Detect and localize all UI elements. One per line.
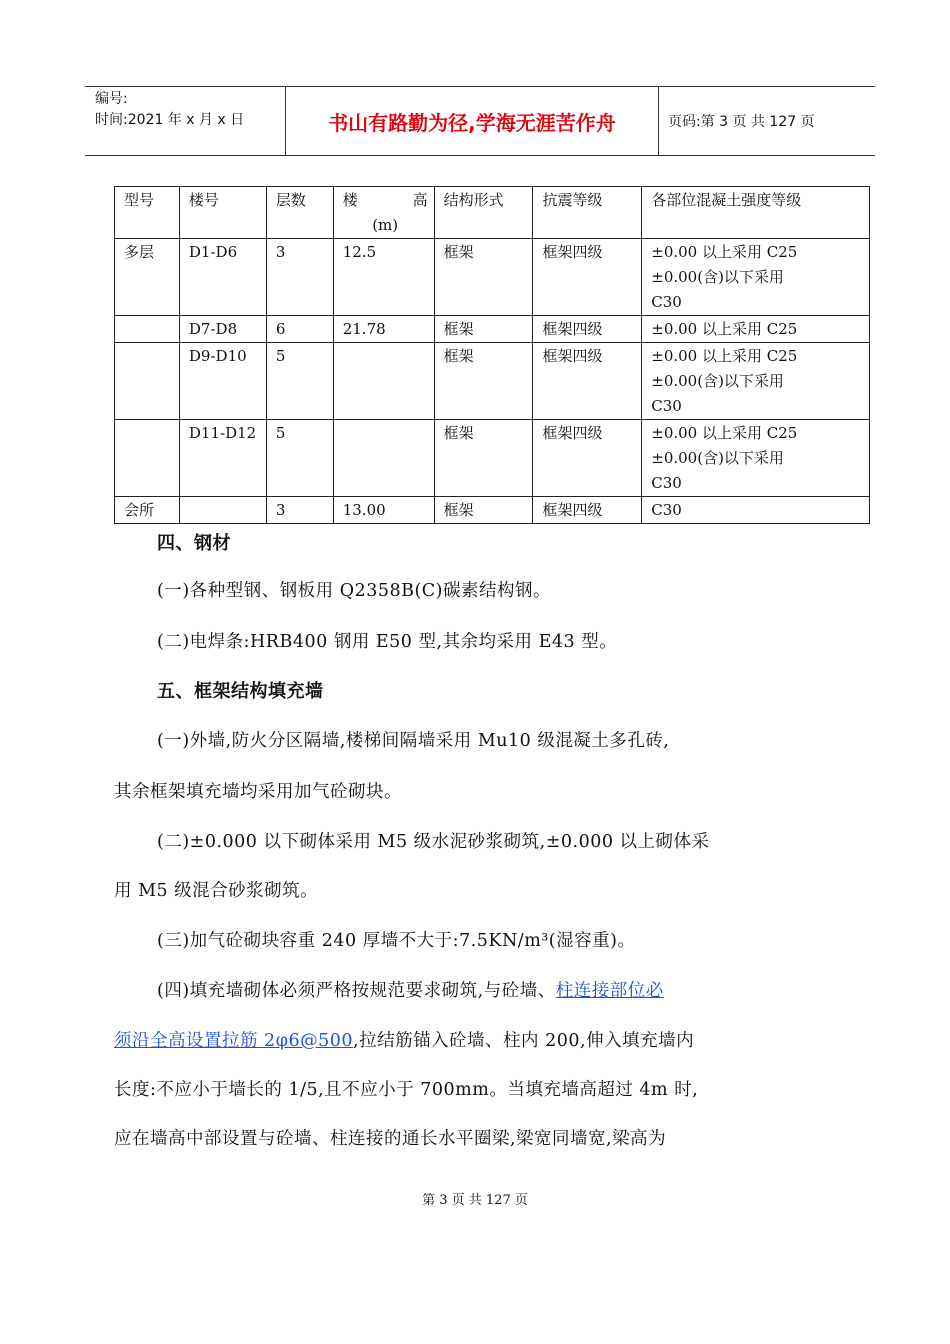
col-type: 型号 <box>115 187 180 239</box>
paragraph: 用 M5 级混合砂浆砌筑。 <box>114 881 319 901</box>
section-5-title: 五、框架结构填充墙 <box>157 681 324 702</box>
paragraph: (一)各种型钢、钢板用 Q2358B(C)碳素结构钢。 <box>157 581 552 601</box>
table-row: D9-D10 5 框架 框架四级 ±0.00 以上采用 C25 ±0.00(含)以下采用 C30 <box>115 343 870 420</box>
paragraph: (一)外墙,防火分区隔墙,楼梯间隔墙采用 Mu10 级混凝土多孔砖, <box>157 731 670 751</box>
page-header <box>85 86 875 156</box>
paragraph: (二)电焊条:HRB400 钢用 E50 型,其余均采用 E43 型。 <box>157 632 618 652</box>
header-page-label: 页码:第 3 页 共 127 页 <box>668 114 815 130</box>
section-4-title: 四、钢材 <box>157 533 231 554</box>
col-building: 楼号 <box>179 187 266 239</box>
page-footer: 第 3 页 共 127 页 <box>422 1193 528 1208</box>
spec-table <box>114 186 870 524</box>
col-floors: 层数 <box>266 187 333 239</box>
reference-link[interactable]: 柱连接部位必 <box>555 981 664 1001</box>
header-divider <box>658 87 659 155</box>
header-meta <box>95 89 285 131</box>
col-seismic: 抗震等级 <box>533 187 642 239</box>
table-row: 会所 3 13.00 框架 框架四级 C30 <box>115 497 870 524</box>
table-row: D7-D8 6 21.78 框架 框架四级 ±0.00 以上采用 C25 <box>115 316 870 343</box>
number-label: 编号: <box>95 91 128 107</box>
header-motto: 书山有路勤为径,学海无涯苦作舟 <box>328 110 616 135</box>
paragraph: 应在墙高中部设置与砼墙、柱连接的通长水平圈梁,梁宽同墙宽,梁高为 <box>114 1129 667 1149</box>
paragraph: (四)填充墙砌体必须严格按规范要求砌筑,与砼墙、柱连接部位必 <box>157 981 664 1001</box>
col-structure: 结构形式 <box>434 187 533 239</box>
reference-link[interactable]: 须沿全高设置拉筋 2φ6@500 <box>114 1031 353 1051</box>
paragraph: (二)±0.000 以下砌体采用 M5 级水泥砂浆砌筑,±0.000 以上砌体采 <box>157 832 710 852</box>
col-height: 楼 高 (m) <box>333 187 434 239</box>
table-header-row <box>115 187 870 239</box>
paragraph: 其余框架填充墙均采用加气砼砌块。 <box>114 782 402 802</box>
col-grade: 各部位混凝土强度等级 <box>642 187 870 239</box>
paragraph: 须沿全高设置拉筋 2φ6@500,拉结筋锚入砼墙、柱内 200,伸入填充墙内 <box>114 1031 695 1051</box>
table-row: 多层 D1-D6 3 12.5 框架 框架四级 ±0.00 以上采用 C25 ±0.00(含)以下采用 C30 <box>115 239 870 316</box>
table-row: D11-D12 5 框架 框架四级 ±0.00 以上采用 C25 ±0.00(含)以下采用 C30 <box>115 420 870 497</box>
paragraph: (三)加气砼砌块容重 240 厚墙不大于:7.5KN/m³(湿容重)。 <box>157 931 636 951</box>
time-label: 时间:2021 年 x 月 x 日 <box>95 112 245 128</box>
paragraph: 长度:不应小于墙长的 1/5,且不应小于 700mm。当填充墙高超过 4m 时, <box>114 1080 699 1100</box>
